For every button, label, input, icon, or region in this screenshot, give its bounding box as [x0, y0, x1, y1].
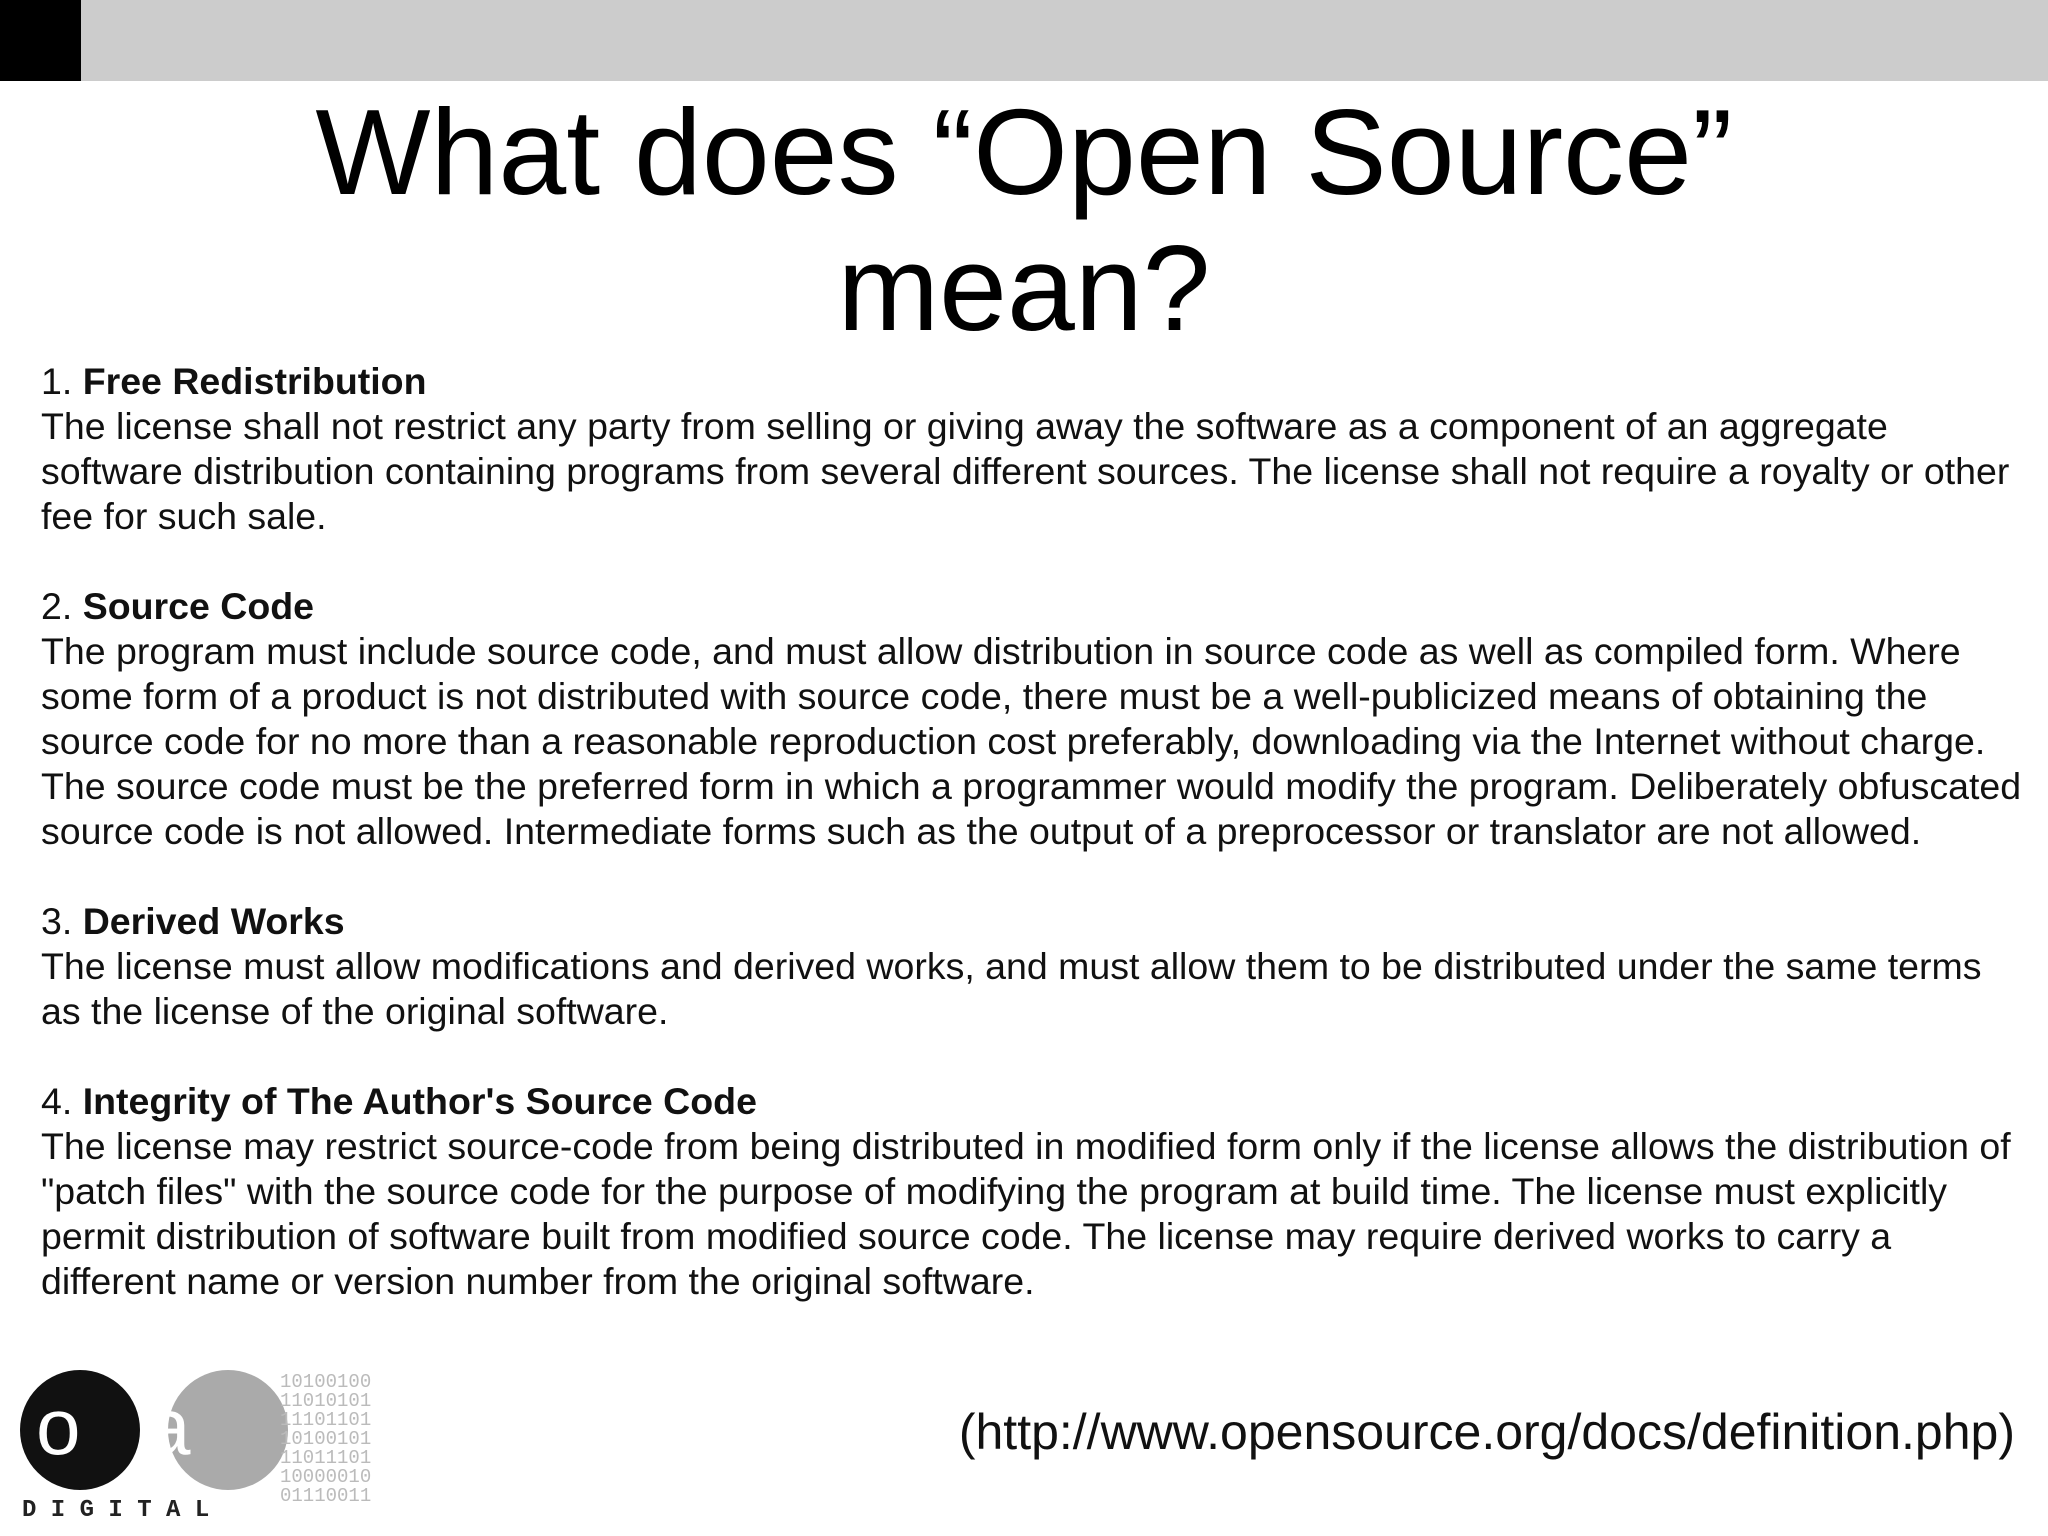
- section-source-code: [41, 584, 2031, 854]
- logo-letter-left: o: [36, 1382, 81, 1471]
- slide-body: [41, 359, 2031, 1349]
- digital-logo: [18, 1370, 408, 1520]
- logo-letter-right: a: [146, 1382, 191, 1471]
- logo-binary-line: 01110011: [280, 1485, 372, 1507]
- logo-binary-line: 10100101: [280, 1428, 372, 1450]
- logo-binary-line: 11101101: [280, 1409, 372, 1431]
- section-title: Free Redistribution: [82, 360, 427, 402]
- top-bar-corner-block: [0, 0, 81, 81]
- section-number: 1.: [41, 360, 73, 402]
- section-derived-works: [41, 899, 2031, 1034]
- section-number: 4.: [41, 1080, 73, 1122]
- source-url: (http://www.opensource.org/docs/definition.php): [958, 1404, 2015, 1460]
- slide-title-line-1: What does “Open Source”: [315, 84, 1733, 220]
- section-heading: [41, 1079, 2031, 1124]
- section-title: Derived Works: [82, 900, 345, 942]
- top-bar: [0, 0, 2048, 81]
- logo-binary-line: 11011101: [280, 1447, 372, 1469]
- section-title: Source Code: [82, 585, 315, 627]
- section-heading: [41, 584, 2031, 629]
- section-text: The license may restrict source-code from being distributed in modified form only if the license allows the distribution of "patch files" with the source code for the purpose of modifying the program at build time. The license must explicitly permit distribution of software built from modified source code. The license may require derived works to carry a different name or version number from the original software.: [41, 1125, 2011, 1302]
- logo-binary-line: 11010101: [280, 1390, 372, 1412]
- logo-binary-line: 10000010: [280, 1466, 372, 1488]
- section-heading: [41, 899, 2031, 944]
- section-text: The license must allow modifications and derived works, and must allow them to be distributed under the same terms as the license of the original software.: [41, 945, 1982, 1032]
- slide-title: [0, 84, 2048, 356]
- section-number: 2.: [41, 585, 73, 627]
- section-integrity: [41, 1079, 2031, 1304]
- section-text: The license shall not restrict any party from selling or giving away the software as a component of an aggregate software distribution containing programs from several different sources. The license shall not require a royalty or other fee for such sale.: [41, 405, 2010, 537]
- section-text: The program must include source code, and must allow distribution in source code as well as compiled form. Where some form of a product is not distributed with source code, there must be a well-publicized means of obtaining the source code for no more than a reasonable reproduction cost preferably, downloading via the Internet without charge. The source code must be the preferred form in which a programmer would modify the program. Deliberately obfuscated source code is not allowed. Intermediate forms such as the output of a preprocessor or translator are not allowed.: [41, 630, 2022, 852]
- slide-title-line-2: mean?: [837, 220, 1211, 356]
- section-title: Integrity of The Author's Source Code: [82, 1080, 757, 1122]
- logo-binary-block: [280, 1371, 371, 1507]
- logo-wordmark: D I G I T A L: [22, 1497, 210, 1520]
- section-number: 3.: [41, 900, 73, 942]
- section-heading: [41, 359, 2031, 404]
- section-free-redistribution: [41, 359, 2031, 539]
- logo-binary-line: 10100100: [280, 1371, 372, 1393]
